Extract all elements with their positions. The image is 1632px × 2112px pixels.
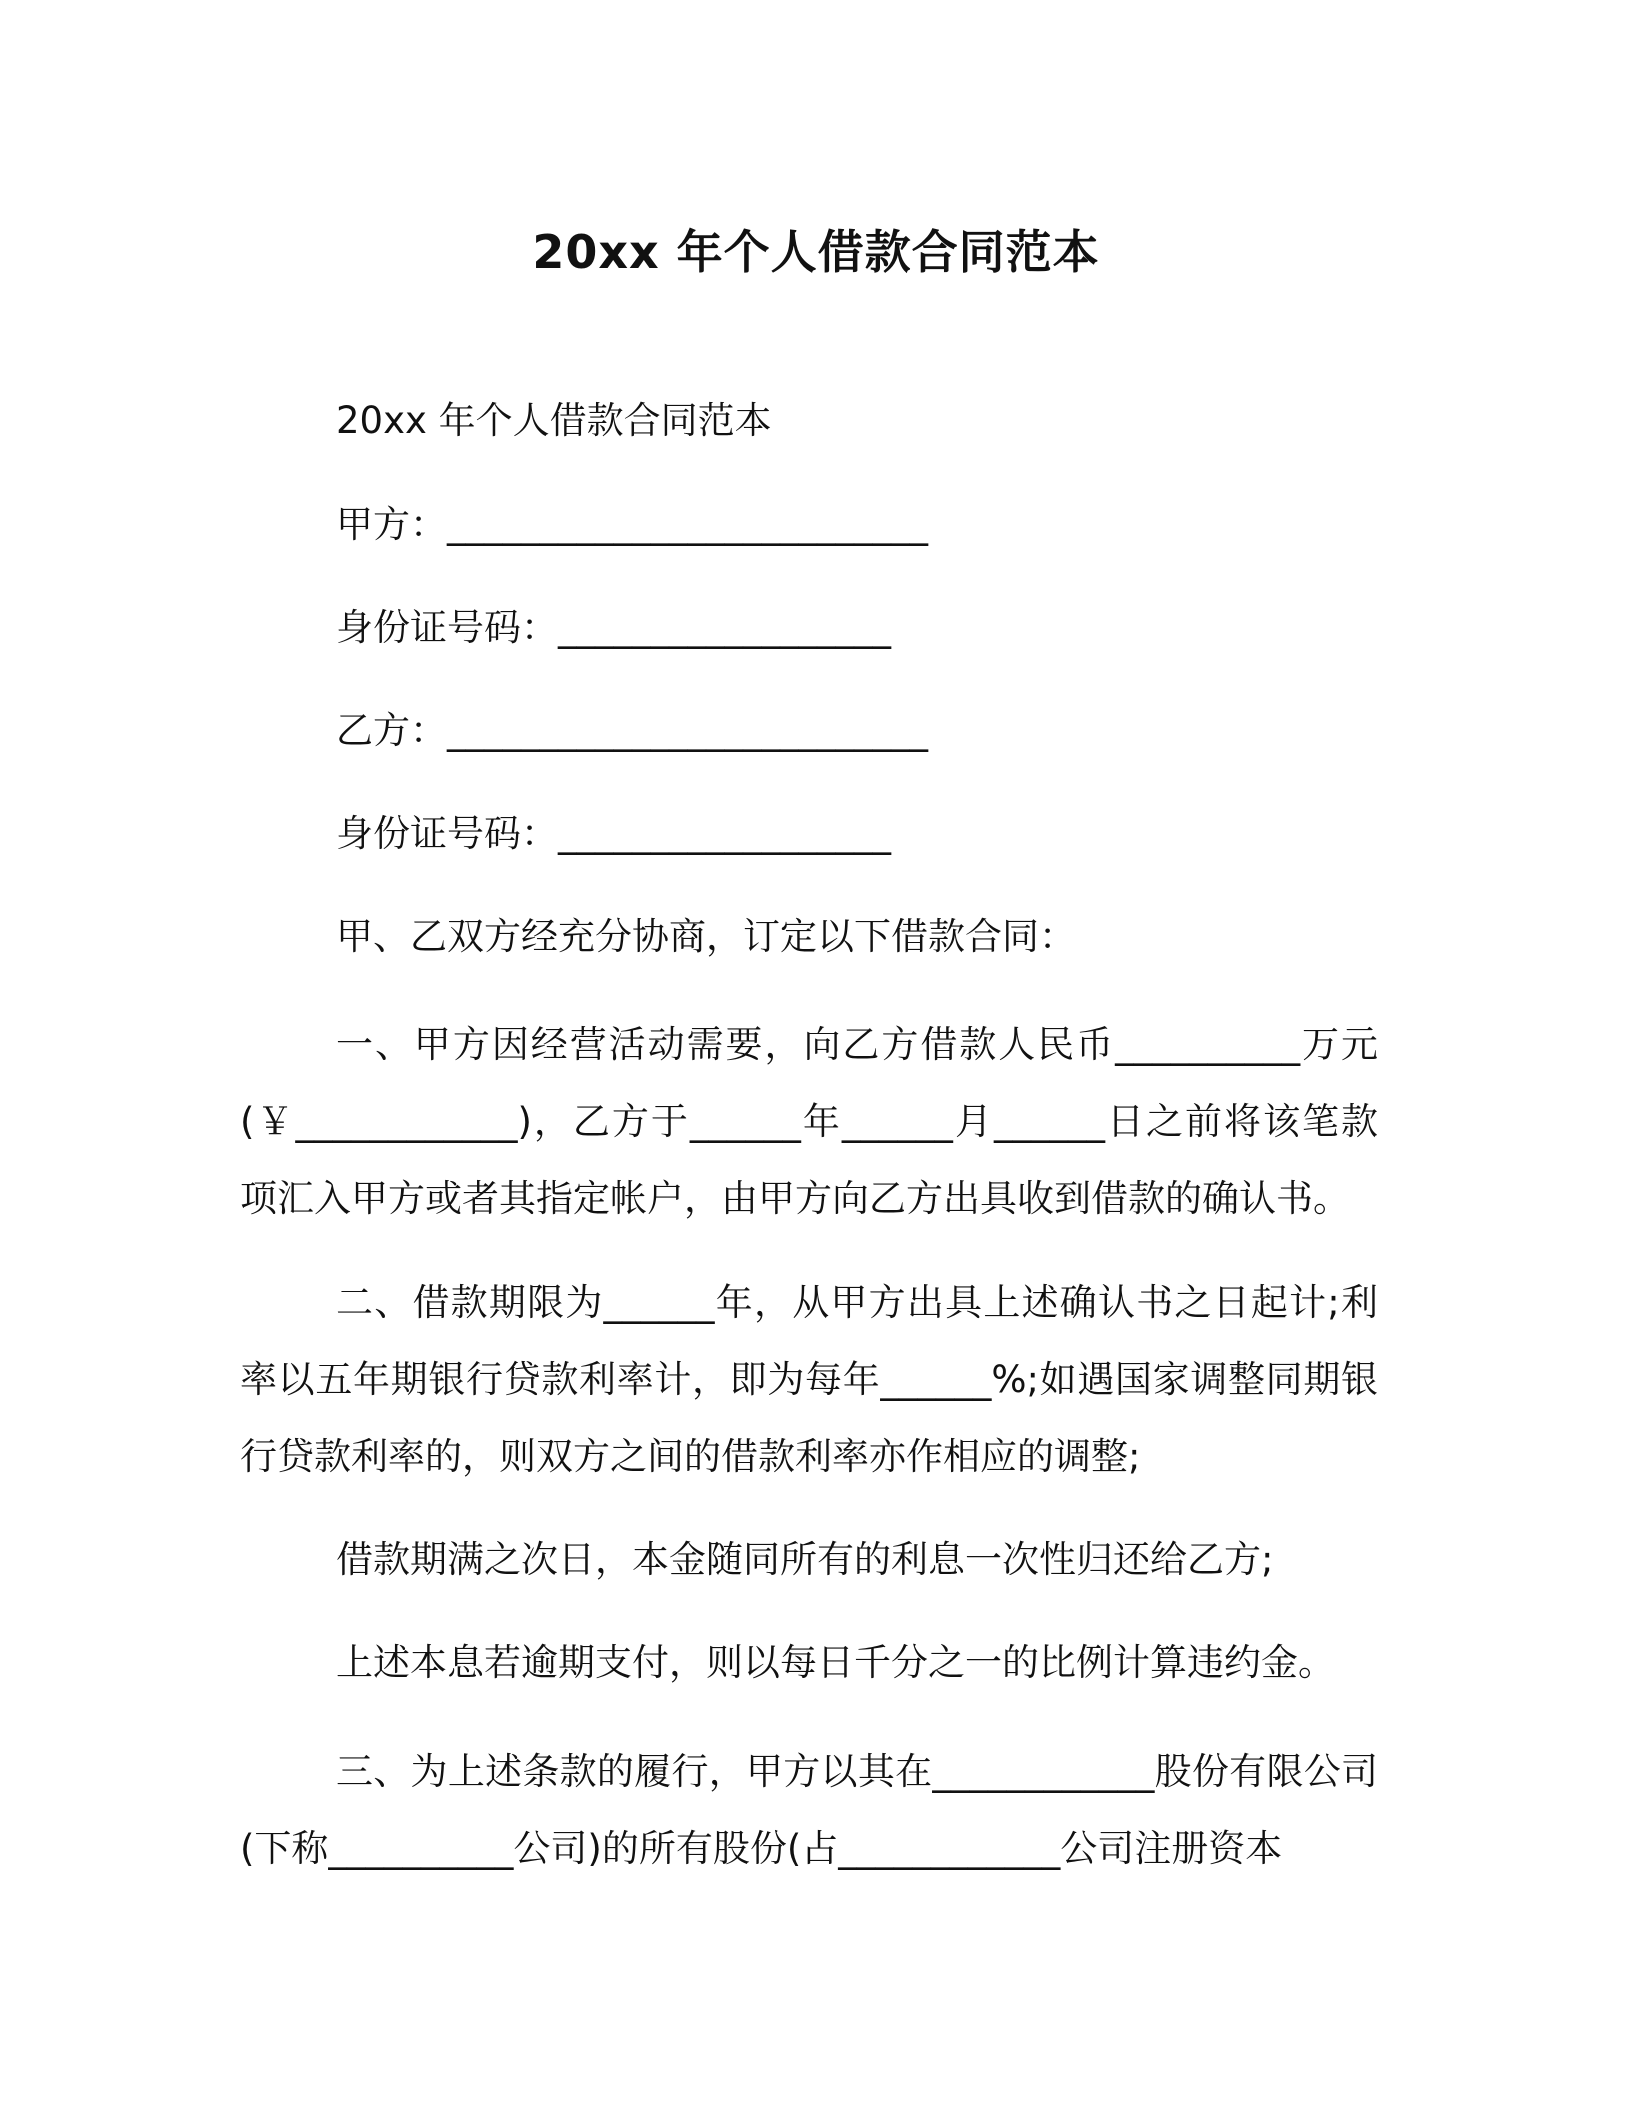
clause-2-penalty-paragraph: 上述本息若逾期支付，则以每日千分之一的比例计算违约金。 xyxy=(336,1641,1335,1684)
party-b-id-line: 身份证号码：__________________ xyxy=(336,812,891,855)
clause-2-paragraph: 二、借款期限为______年，从甲方出具上述确认书之日起计;利率以五年期银行贷款利率计，即为每年______%;如遇国家调整同期银行贷款利率的，则双方之间的借款利率亦作相应的调整; xyxy=(240,1281,1378,1478)
clause-1-paragraph: 一、甲方因经营活动需要，向乙方借款人民币__________万元(￥____________)，乙方于______年______月______日之前将该笔款项汇入甲方或者其指定帐户，由甲方向乙方出具收到借款的确认书。 xyxy=(240,1023,1378,1220)
clause-3-paragraph: 三、为上述条款的履行，甲方以其在____________股份有限公司(下称__________公司)的所有股份(占____________公司注册资本 xyxy=(240,1750,1378,1870)
intro-paragraph: 甲、乙双方经充分协商，订定以下借款合同： xyxy=(336,915,1076,958)
party-b-line: 乙方：__________________________ xyxy=(336,709,928,752)
document-subtitle: 20xx 年个人借款合同范本 xyxy=(336,399,772,442)
clause-2-repay-paragraph: 借款期满之次日，本金随同所有的利息一次性归还给乙方; xyxy=(336,1538,1274,1581)
party-a-line: 甲方：__________________________ xyxy=(336,503,928,546)
document-title: 20xx 年个人借款合同范本 xyxy=(532,225,1100,279)
party-a-id-line: 身份证号码：__________________ xyxy=(336,606,891,649)
